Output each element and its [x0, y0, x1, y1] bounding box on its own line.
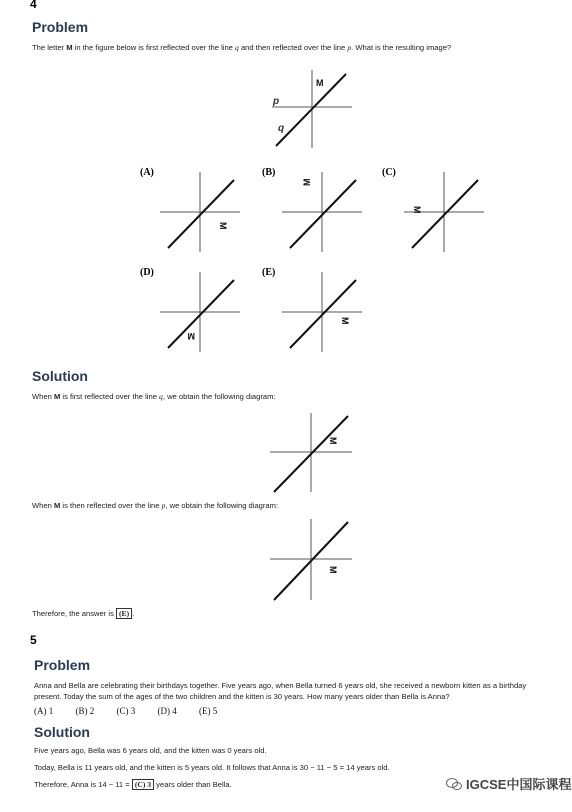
- label-q: q: [278, 123, 285, 134]
- option-b-figure: [280, 170, 364, 254]
- option-d-label: (D): [140, 267, 154, 278]
- letter-m-c: M: [412, 206, 422, 214]
- option-c-figure: [402, 170, 486, 254]
- problem5-choices: [34, 706, 217, 716]
- option-a-label: (A): [140, 167, 154, 178]
- choice-a: (A) 1: [34, 706, 54, 716]
- letter-m-e: M: [340, 317, 350, 325]
- problem-heading: Problem: [32, 19, 89, 35]
- line-q: [276, 74, 346, 146]
- solution5-line3: Therefore, Anna is 14 − 11 = (C) 3 years older than Bella.: [34, 780, 232, 789]
- solution-step2: When M is then reflected over the line p, we obtain the following diagram:: [32, 501, 279, 510]
- step2-figure: [268, 518, 354, 602]
- option-b-label: (B): [262, 167, 276, 178]
- main-figure: [268, 70, 358, 150]
- option-d-figure: [158, 270, 242, 354]
- problem-text: The letter M in the figure below is first reflected over the line q and then reflected over the line p. What is the resulting image?: [32, 43, 452, 52]
- option-e-label: (E): [262, 267, 276, 278]
- letter-m-a: M: [218, 222, 228, 230]
- solution5-line2: Today, Bella is 11 years old, and the kitten is 5 years old. It follows that Anna is 30 − 11 − 5 = 14 years old.: [34, 763, 390, 772]
- letter-m-step1: M: [328, 437, 338, 445]
- step1-figure: [268, 412, 354, 494]
- choice-d: (D) 4: [157, 706, 177, 716]
- letter-m: M: [316, 78, 324, 88]
- wechat-icon: [446, 777, 462, 791]
- problem-number: 4: [30, 0, 37, 11]
- problem5-heading: Problem: [34, 657, 91, 673]
- label-p: p: [273, 96, 280, 107]
- watermark-text: IGCSE中国际课程: [466, 777, 572, 792]
- letter-m-b: M: [302, 178, 312, 186]
- choice-b: (B) 2: [75, 706, 95, 716]
- choice-c: (C) 3: [116, 706, 136, 716]
- choice-e: (E) 5: [199, 706, 218, 716]
- solution-heading: Solution: [32, 368, 88, 384]
- option-c-label: (C): [382, 167, 396, 178]
- watermark: [446, 774, 571, 793]
- solution5-heading: Solution: [34, 724, 90, 740]
- solution5-line1: Five years ago, Bella was 6 years old, and the kitten was 0 years old.: [34, 746, 267, 755]
- option-e-figure: [280, 270, 364, 354]
- option-a-figure: [158, 170, 242, 254]
- answer-box-5: (C) 3: [132, 779, 154, 790]
- solution-step1: When M is first reflected over the line q, we obtain the following diagram:: [32, 392, 276, 401]
- answer-box: (E): [116, 608, 132, 619]
- problem5-text: Anna and Bella are celebrating their birthdays together. Five years ago, when Bella turned 6 years old, she received a newborn kitten as a birthday present. Today the sum of the ages of the two children and the kitten is 30 years. How many years older than Bella is Anna?: [34, 681, 527, 701]
- problem-number-5: 5: [30, 633, 37, 647]
- letter-m-step2: M: [328, 566, 338, 574]
- letter-m-d: M: [187, 331, 195, 341]
- solution-conclusion: Therefore, the answer is (E) .: [32, 609, 135, 618]
